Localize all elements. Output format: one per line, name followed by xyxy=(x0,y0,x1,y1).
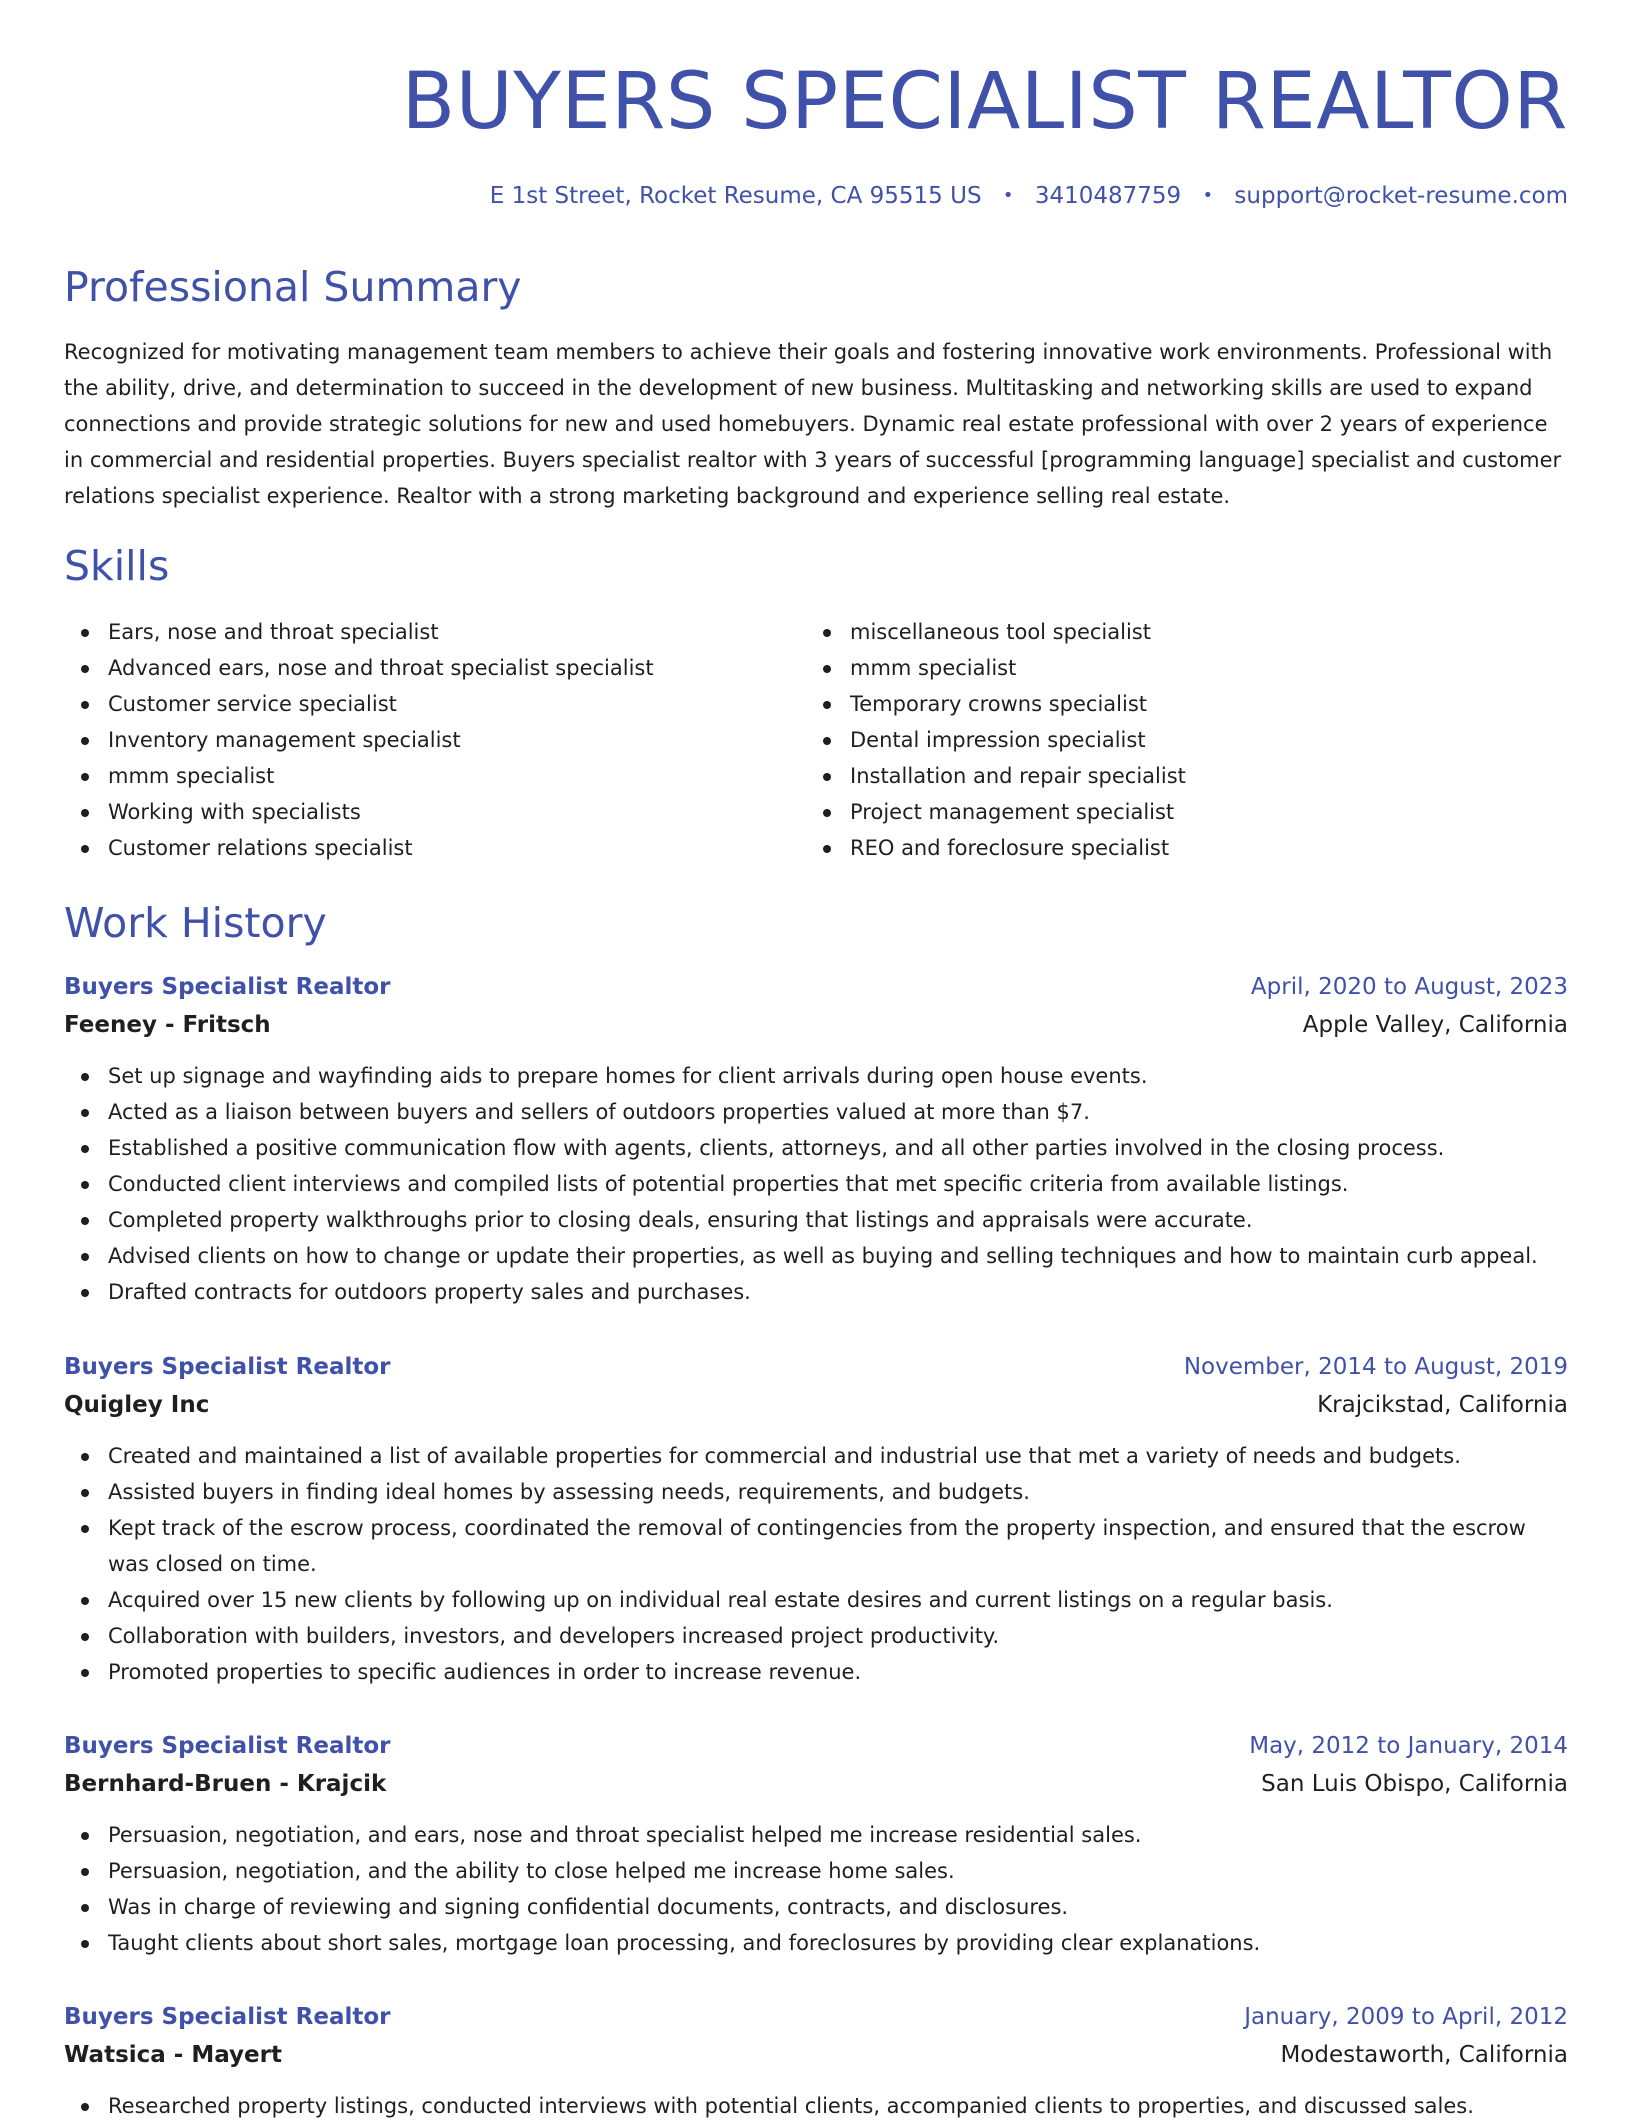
skill-item: mmm specialist xyxy=(806,650,1548,686)
job-company: Feeney - Fritsch xyxy=(64,1012,271,1038)
contact-address: E 1st Street, Rocket Resume, CA 95515 US xyxy=(489,183,982,209)
skill-item: Customer service specialist xyxy=(64,686,806,722)
job-bullet: Acted as a liaison between buyers and sellers of outdoors properties valued at more than $7. xyxy=(64,1094,1568,1130)
job-dates: May, 2012 to January, 2014 xyxy=(1249,1733,1568,1759)
skill-item-list xyxy=(806,614,1548,866)
skill-item: Advanced ears, nose and throat specialist specialist xyxy=(64,650,806,686)
job-bullet: Conducted client interviews and compiled lists of potential properties that met specific criteria from available listings. xyxy=(64,1166,1568,1202)
job-entry xyxy=(64,1727,1568,1961)
contact-separator: • xyxy=(1002,185,1014,206)
job-location: Apple Valley, California xyxy=(1302,1012,1568,1038)
job-title: Buyers Specialist Realtor xyxy=(64,2004,391,2030)
job-bullet: Collaboration with builders, investors, and developers increased project productivity. xyxy=(64,1618,1568,1654)
skills-column-left xyxy=(64,614,806,866)
job-title: Buyers Specialist Realtor xyxy=(64,1354,391,1380)
job-bullet: Kept track of the escrow process, coordinated the removal of contingencies from the property inspection, and ensured that the escrow was closed on time. xyxy=(64,1510,1568,1582)
job-entry xyxy=(64,968,1568,1310)
job-bullet-list xyxy=(64,1438,1568,1690)
skills-list xyxy=(64,614,1568,866)
skill-item: Temporary crowns specialist xyxy=(806,686,1548,722)
job-bullet: Set up signage and wayfinding aids to prepare homes for client arrivals during open house events. xyxy=(64,1058,1568,1094)
job-bullet: Assisted buyers in finding ideal homes by assessing needs, requirements, and budgets. xyxy=(64,1474,1568,1510)
skill-item: mmm specialist xyxy=(64,758,806,794)
job-title: Buyers Specialist Realtor xyxy=(64,1733,391,1759)
job-bullet-list xyxy=(64,2088,1568,2124)
contact-email[interactable]: support@rocket-resume.com xyxy=(1234,183,1568,209)
job-company: Watsica - Mayert xyxy=(64,2042,282,2068)
job-dates: November, 2014 to August, 2019 xyxy=(1183,1354,1568,1380)
job-bullet: Drafted contracts for outdoors property sales and purchases. xyxy=(64,1274,1568,1310)
skill-item: Ears, nose and throat specialist xyxy=(64,614,806,650)
job-dates: January, 2009 to April, 2012 xyxy=(1244,2004,1568,2030)
summary-heading: Professional Summary xyxy=(64,263,522,311)
work-history-heading: Work History xyxy=(64,899,327,947)
job-bullet: Completed property walkthroughs prior to closing deals, ensuring that listings and appraisals were accurate. xyxy=(64,1202,1568,1238)
skill-item: Working with specialists xyxy=(64,794,806,830)
skill-item: Dental impression specialist xyxy=(806,722,1548,758)
skills-heading: Skills xyxy=(64,542,170,590)
job-bullet: Promoted properties to specific audiences in order to increase revenue. xyxy=(64,1654,1568,1690)
job-bullet: Persuasion, negotiation, and the ability to close helped me increase home sales. xyxy=(64,1853,1568,1889)
contact-line xyxy=(490,180,1568,212)
contact-separator: • xyxy=(1202,185,1214,206)
job-bullet: Researched property listings, conducted interviews with potential clients, accompanied clients to properties, and discussed sales. xyxy=(64,2088,1568,2124)
resume-name: BUYERS SPECIALIST REALTOR xyxy=(401,57,1568,147)
contact-phone: 3410487759 xyxy=(1034,183,1182,209)
job-entry xyxy=(64,1998,1568,2124)
skills-column-right xyxy=(806,614,1548,866)
job-title: Buyers Specialist Realtor xyxy=(64,974,391,1000)
job-bullet: Created and maintained a list of available properties for commercial and industrial use that met a variety of needs and budgets. xyxy=(64,1438,1568,1474)
job-bullet-list xyxy=(64,1058,1568,1310)
job-location: Krajcikstad, California xyxy=(1317,1392,1568,1418)
job-dates: April, 2020 to August, 2023 xyxy=(1250,974,1568,1000)
skill-item: Customer relations specialist xyxy=(64,830,806,866)
job-company: Quigley Inc xyxy=(64,1392,210,1418)
job-location: Modestaworth, California xyxy=(1280,2042,1568,2068)
job-entry xyxy=(64,1348,1568,1690)
skill-item-list xyxy=(64,614,806,866)
skill-item: Project management specialist xyxy=(806,794,1548,830)
job-bullet-list xyxy=(64,1817,1568,1961)
job-bullet: Acquired over 15 new clients by following up on individual real estate desires and current listings on a regular basis. xyxy=(64,1582,1568,1618)
job-bullet: Was in charge of reviewing and signing confidential documents, contracts, and disclosures. xyxy=(64,1889,1568,1925)
summary-text: Recognized for motivating management team members to achieve their goals and fostering innovative work environments. Professional with the ability, drive, and determination to succeed in the development of new business. Multitasking and networking skills are used to expand connections and provide strategic solutions for new and used homebuyers. Dynamic real estate professional with over 2 years of experience in commercial and residential properties. Buyers specialist realtor with 3 years of successful [programming language] specialist and customer relations specialist experience. Realtor with a strong marketing background and experience selling real estate. xyxy=(64,340,1562,508)
job-bullet: Advised clients on how to change or update their properties, as well as buying and selling techniques and how to maintain curb appeal. xyxy=(64,1238,1568,1274)
skill-item: REO and foreclosure specialist xyxy=(806,830,1548,866)
job-bullet: Taught clients about short sales, mortgage loan processing, and foreclosures by providing clear explanations. xyxy=(64,1925,1568,1961)
job-bullet: Established a positive communication flow with agents, clients, attorneys, and all other parties involved in the closing process. xyxy=(64,1130,1568,1166)
skill-item: miscellaneous tool specialist xyxy=(806,614,1548,650)
job-company: Bernhard-Bruen - Krajcik xyxy=(64,1771,387,1797)
job-location: San Luis Obispo, California xyxy=(1261,1771,1568,1797)
skill-item: Inventory management specialist xyxy=(64,722,806,758)
skill-item: Installation and repair specialist xyxy=(806,758,1548,794)
job-bullet: Persuasion, negotiation, and ears, nose and throat specialist helped me increase residential sales. xyxy=(64,1817,1568,1853)
